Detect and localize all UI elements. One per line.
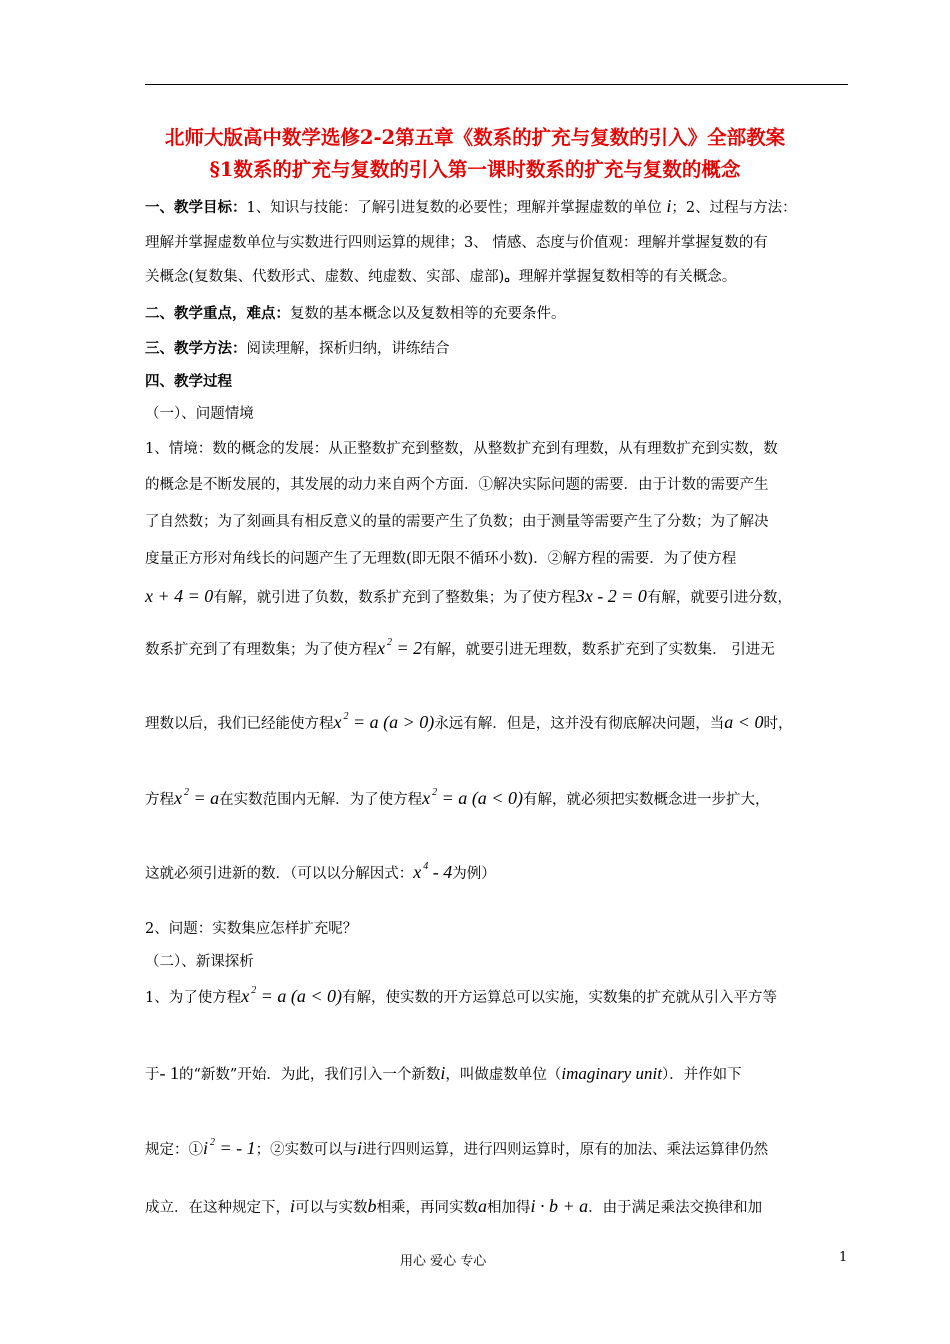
text: 理解并掌握复数相等的有关概念。: [518, 269, 737, 285]
text: 阅读理解，探析归纳，讲练结合: [246, 341, 450, 357]
section-process: 四、教学过程: [145, 373, 232, 390]
page-number: 1: [839, 1250, 848, 1265]
paragraph-line: [145, 637, 775, 659]
equation: x $^2$ = a (a < 0): [422, 787, 523, 808]
section-label: 三、教学方法：: [145, 340, 247, 357]
paragraph-line: [145, 1063, 742, 1084]
equation: i: [357, 1138, 363, 1158]
text: 进行四则运算，进行四则运算时，原有的加法、乘法运算律仍然: [362, 1142, 769, 1158]
text: 永远有解．但是，这并没有彻底解决问题，当: [434, 716, 725, 732]
equation: i: [290, 1196, 296, 1216]
equation: a < 0: [724, 712, 764, 732]
text: 1、为了使方程: [145, 990, 242, 1006]
text: 关概念(复数集、代数形式、虚数、纯虚数、实部、虚部): [145, 269, 505, 285]
paragraph-line: [145, 985, 777, 1007]
section-label: 一、教学目标：: [145, 199, 247, 216]
text: 可以与实数: [295, 1200, 368, 1216]
equation: - 1: [159, 1063, 179, 1083]
text: 有解，使实数的开方运算总可以实施，实数集的扩充就从引入平方等: [342, 990, 778, 1006]
paragraph-line: [145, 711, 792, 733]
text: ，叫做虚数单位（: [445, 1067, 562, 1083]
text: 有解，就要引进无理数，数系扩充到了实数集． 引进无: [422, 642, 775, 658]
subsection-new-lesson: （二）、新课探析: [145, 954, 254, 970]
paragraph-line: [145, 1137, 768, 1159]
equation: i $^2$ = - 1: [203, 1137, 256, 1158]
lesson-title: §1数系的扩充与复数的引入第一课时数系的扩充与复数的概念: [209, 158, 741, 181]
paragraph-line: [145, 861, 496, 883]
text: ；②实数可以与: [255, 1142, 358, 1158]
text: 于: [145, 1067, 160, 1083]
text: 1、知识与技能：了解引进复数的必要性；理解并掌握虚数的单位: [246, 200, 662, 216]
equation: i · b + a: [530, 1196, 589, 1216]
equation: x $^4$ - 4: [413, 861, 453, 882]
text: 数系扩充到了有理数集；为了使方程: [145, 642, 377, 658]
document-title: 北师大版高中数学选修2-2第五章《数系的扩充与复数的引入》全部教案: [164, 126, 786, 149]
header-rule: [145, 84, 848, 85]
paragraph-line: 1、情境：数的概念的发展：从正整数扩充到整数，从整数扩充到有理数，从有理数扩充到实数，数: [145, 441, 778, 457]
paragraph-line: [145, 787, 769, 809]
section-methods: [145, 337, 450, 358]
equation: x + 4 = 0: [145, 586, 214, 606]
text: 为例）: [452, 866, 496, 882]
subsection-problem-context: （一）、问题情境: [145, 406, 254, 422]
equation: imaginary unit: [561, 1064, 662, 1083]
text: 时，: [763, 716, 793, 732]
text: ；2、过程与方法：: [671, 200, 797, 216]
text: 方程: [145, 792, 174, 808]
text: 有解，就要引进分数，: [646, 590, 792, 606]
text: 在实数范围内无解．为了使方程: [219, 792, 423, 808]
equation: b: [367, 1196, 377, 1216]
section-label: 二、教学重点，难点：: [145, 305, 290, 322]
text: 成立．在这种规定下，: [145, 1200, 290, 1216]
section-objectives-line-3: [145, 265, 736, 286]
text: 有解，就必须把实数概念进一步扩大，: [522, 792, 770, 808]
equation: 3x - 2 = 0: [575, 586, 647, 606]
section-objectives-line-1: [145, 196, 797, 217]
math-i: i: [666, 196, 672, 216]
text: 。: [504, 268, 519, 285]
text: 的“新数”开始．为此，我们引入一个新数: [179, 1067, 441, 1083]
paragraph-line: 的概念是不断发展的，其发展的动力来自两个方面．①解决实际问题的需要．由于计数的需要产生: [145, 477, 769, 493]
question-line: 2、问题：实数集应怎样扩充呢？: [145, 921, 358, 937]
text: 理数以后，我们已经能使方程: [145, 716, 334, 732]
equation: a: [478, 1196, 488, 1216]
paragraph-line: [145, 586, 792, 607]
paragraph-line: 度量正方形对角线长的问题产生了无理数(即无限不循环小数)．②解方程的需要．为了使方程: [145, 551, 737, 567]
text: 这就必须引进新的数．（可以以分解因式：: [145, 866, 414, 882]
equation: x $^2$ = a: [174, 787, 220, 808]
text: 相乘，再同实数: [376, 1200, 479, 1216]
text: 复数的基本概念以及复数相等的充要条件。: [290, 306, 566, 322]
equation: i: [440, 1063, 446, 1083]
equation: x $^2$ = 2: [377, 637, 423, 658]
equation: x $^2$ = a (a > 0): [333, 711, 435, 732]
section-objectives-line-2: 理解并掌握虚数单位与实数进行四则运算的规律；3、 情感、态度与价值观：理解并掌握复数的有: [145, 235, 768, 251]
text: 有解，就引进了负数，数系扩充到了整数集；为了使方程: [213, 590, 576, 606]
text: 规定：①: [145, 1142, 203, 1158]
text: ．由于满足乘法交换律和加: [588, 1200, 763, 1216]
section-key-points: [145, 302, 566, 323]
paragraph-line: 了自然数；为了刻画具有相反意义的量的需要产生了负数；由于测量等需要产生了分数；为了解决: [145, 514, 769, 530]
equation: x $^2$ = a (a < 0): [241, 985, 343, 1006]
paragraph-line: [145, 1196, 762, 1217]
footer-motto: 用心 爱心 专心: [400, 1254, 487, 1269]
text: ）．并作如下: [661, 1067, 742, 1083]
text: 相加得: [487, 1200, 531, 1216]
